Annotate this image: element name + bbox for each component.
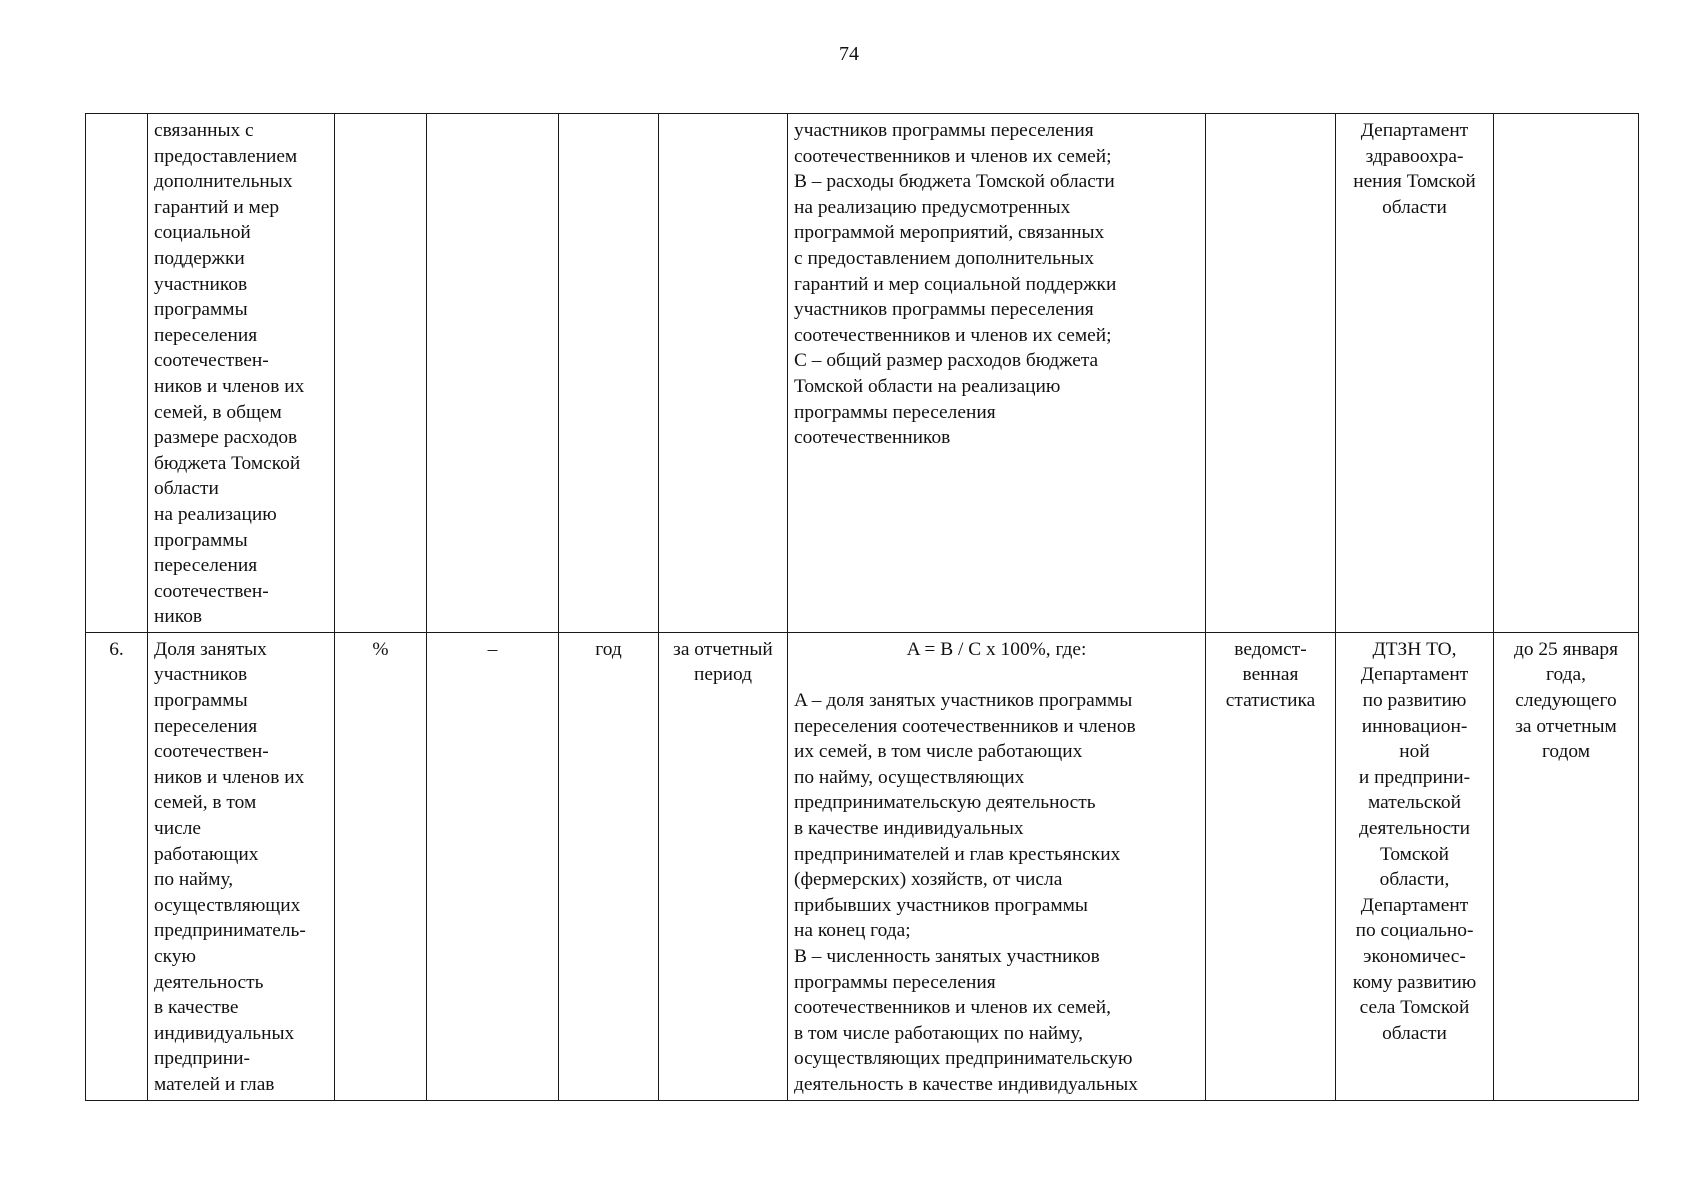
- text-line: гарантий и мер социальной поддержки: [794, 273, 1117, 295]
- text-line: дополнительных: [154, 171, 293, 193]
- responsible-cell: [1336, 114, 1494, 633]
- text-line: предпринимательскую деятельность: [794, 792, 1096, 814]
- table-row: [86, 114, 1639, 633]
- text-line: бюджета Томской: [154, 452, 301, 474]
- text-line: соотечественников: [794, 427, 951, 449]
- text-line: программы переселения: [794, 971, 996, 993]
- text-line: скую: [154, 946, 196, 967]
- table-row: [86, 632, 1639, 1100]
- formula-cell: [788, 632, 1206, 1100]
- text-line: здравоохра-: [1365, 145, 1464, 167]
- text-line: Доля занятых: [154, 638, 267, 660]
- formula-heading: A = B / C x 100%, где:: [906, 638, 1087, 660]
- text-line: социальной: [154, 222, 251, 244]
- text-line: C – общий размер расходов бюджета: [794, 350, 1099, 372]
- text-line: A – доля занятых участников программы: [794, 690, 1133, 712]
- text-line: с предоставлением дополнительных: [794, 247, 1095, 269]
- text-line: области,: [1379, 869, 1450, 891]
- text-line: области: [1382, 196, 1447, 218]
- formula-cell: [788, 114, 1206, 633]
- text-line: программы переселения: [794, 401, 996, 423]
- data-source-cell: [1206, 632, 1336, 1100]
- text-line: программы: [154, 690, 248, 712]
- row-number-cell: 6.: [86, 632, 148, 1100]
- text-line: семей, в общем: [154, 401, 282, 423]
- text-line: соотечественников и членов их семей,: [794, 997, 1111, 1019]
- text-line: Департамент: [1360, 894, 1469, 916]
- text-line: предприниматель-: [154, 920, 306, 942]
- text-line: соотечествен-: [154, 350, 269, 372]
- text-line: по социально-: [1355, 920, 1474, 942]
- text-line: в качестве индивидуальных: [794, 818, 1024, 840]
- indicator-table: [85, 113, 1639, 1101]
- text-line: ной: [1399, 741, 1430, 763]
- text-line: по найму, осуществляющих: [794, 766, 1025, 788]
- text-line: период: [693, 664, 753, 686]
- text-line: деятельности: [1358, 818, 1470, 840]
- text-line: мательской: [1368, 792, 1461, 814]
- text-line: по найму,: [154, 869, 234, 891]
- text-line: их семей, в том числе работающих: [794, 741, 1083, 763]
- frequency-cell: год: [559, 632, 659, 1100]
- text-line: участников программы переселения: [794, 120, 1094, 141]
- text-line: работающих: [154, 843, 259, 865]
- text-line: соотечествен-: [154, 580, 269, 602]
- text-line: мателей и глав: [154, 1073, 275, 1095]
- text-line: области: [154, 478, 219, 500]
- row-number-cell: [86, 114, 148, 633]
- responsible-cell: [1336, 632, 1494, 1100]
- text-line: программы: [154, 299, 248, 321]
- text-line: инновацион-: [1361, 715, 1468, 737]
- text-line: за отчетным: [1515, 715, 1617, 737]
- base-value-cell: –: [427, 632, 559, 1100]
- text-line: нения Томской: [1353, 171, 1476, 193]
- indicator-name-cell: [148, 114, 335, 633]
- text-line: деятельность: [154, 971, 264, 993]
- text-line: гарантий и мер: [154, 196, 280, 218]
- text-line: предприни-: [154, 1048, 250, 1070]
- text-line: B – численность занятых участников: [794, 946, 1100, 967]
- text-line: соотечественников и членов их семей;: [794, 145, 1112, 167]
- text-line: соотечествен-: [154, 741, 269, 763]
- text-line: осуществляющих предпринимательскую: [794, 1048, 1133, 1070]
- base-value-cell: [427, 114, 559, 633]
- text-line: Томской области на реализацию: [794, 375, 1061, 397]
- text-line: до 25 января: [1513, 638, 1619, 660]
- text-line: годом: [1541, 741, 1591, 763]
- period-cell: [659, 114, 788, 633]
- text-line: ведомст-: [1234, 638, 1307, 660]
- text-line: переселения: [154, 715, 258, 737]
- text-line: ников и членов их: [154, 766, 305, 788]
- page-number: 74: [839, 43, 859, 65]
- text-line: кому развитию: [1352, 971, 1477, 993]
- text-line: Томской: [1379, 843, 1450, 865]
- text-line: области: [1382, 1022, 1447, 1044]
- text-line: в том числе работающих по найму,: [794, 1022, 1083, 1044]
- text-line: осуществляющих: [154, 894, 301, 916]
- text-line: индивидуальных: [154, 1022, 295, 1044]
- text-line: переселения: [154, 555, 258, 577]
- text-line: числе: [154, 818, 202, 840]
- deadline-cell: [1494, 114, 1639, 633]
- unit-cell: %: [335, 632, 427, 1100]
- text-line: ДТЗН ТО,: [1372, 638, 1457, 660]
- text-line: деятельность в качестве индивидуальных: [794, 1073, 1138, 1095]
- formula-spacer: [794, 662, 1199, 688]
- indicator-name-cell: [148, 632, 335, 1100]
- text-line: программы: [154, 529, 248, 551]
- text-line: экономичес-: [1363, 946, 1466, 967]
- text-line: переселения соотечественников и членов: [794, 715, 1136, 737]
- text-line: соотечественников и членов их семей;: [794, 324, 1112, 346]
- text-line: ников и членов их: [154, 375, 305, 397]
- text-line: и предприни-: [1358, 766, 1471, 788]
- period-cell: [659, 632, 788, 1100]
- text-line: на конец года;: [794, 920, 911, 942]
- text-line: года,: [1546, 664, 1586, 686]
- text-line: размере расходов: [154, 427, 298, 449]
- text-line: семей, в том: [154, 792, 257, 814]
- deadline-cell: [1494, 632, 1639, 1100]
- text-line: на реализацию предусмотренных: [794, 196, 1071, 218]
- text-line: ников: [154, 606, 203, 628]
- text-line: участников: [154, 273, 248, 295]
- text-line: за отчетный: [673, 638, 773, 660]
- text-line: переселения: [154, 324, 258, 346]
- text-line: в качестве: [154, 997, 239, 1019]
- text-line: Департамент: [1360, 120, 1469, 141]
- unit-cell: [335, 114, 427, 633]
- text-line: (фермерских) хозяйств, от числа: [794, 869, 1063, 891]
- text-line: статистика: [1225, 690, 1316, 712]
- text-line: связанных с: [154, 120, 254, 141]
- text-line: предпринимателей и глав крестьянских: [794, 843, 1121, 865]
- frequency-cell: [559, 114, 659, 633]
- text-line: поддержки: [154, 247, 245, 269]
- text-line: программой мероприятий, связанных: [794, 222, 1105, 244]
- text-line: участников: [154, 664, 248, 686]
- text-line: участников программы переселения: [794, 299, 1094, 321]
- text-line: села Томской: [1359, 997, 1470, 1019]
- text-line: на реализацию: [154, 503, 277, 525]
- text-line: по развитию: [1362, 690, 1467, 712]
- text-line: венная: [1242, 664, 1299, 686]
- text-line: предоставлением: [154, 145, 298, 167]
- text-line: B – расходы бюджета Томской области: [794, 171, 1115, 193]
- text-line: прибывших участников программы: [794, 894, 1088, 916]
- formula-lines: [794, 118, 1199, 451]
- data-source-cell: [1206, 114, 1336, 633]
- text-line: следующего: [1515, 690, 1617, 712]
- text-line: Департамент: [1360, 664, 1469, 686]
- formula-lines: [794, 688, 1199, 1098]
